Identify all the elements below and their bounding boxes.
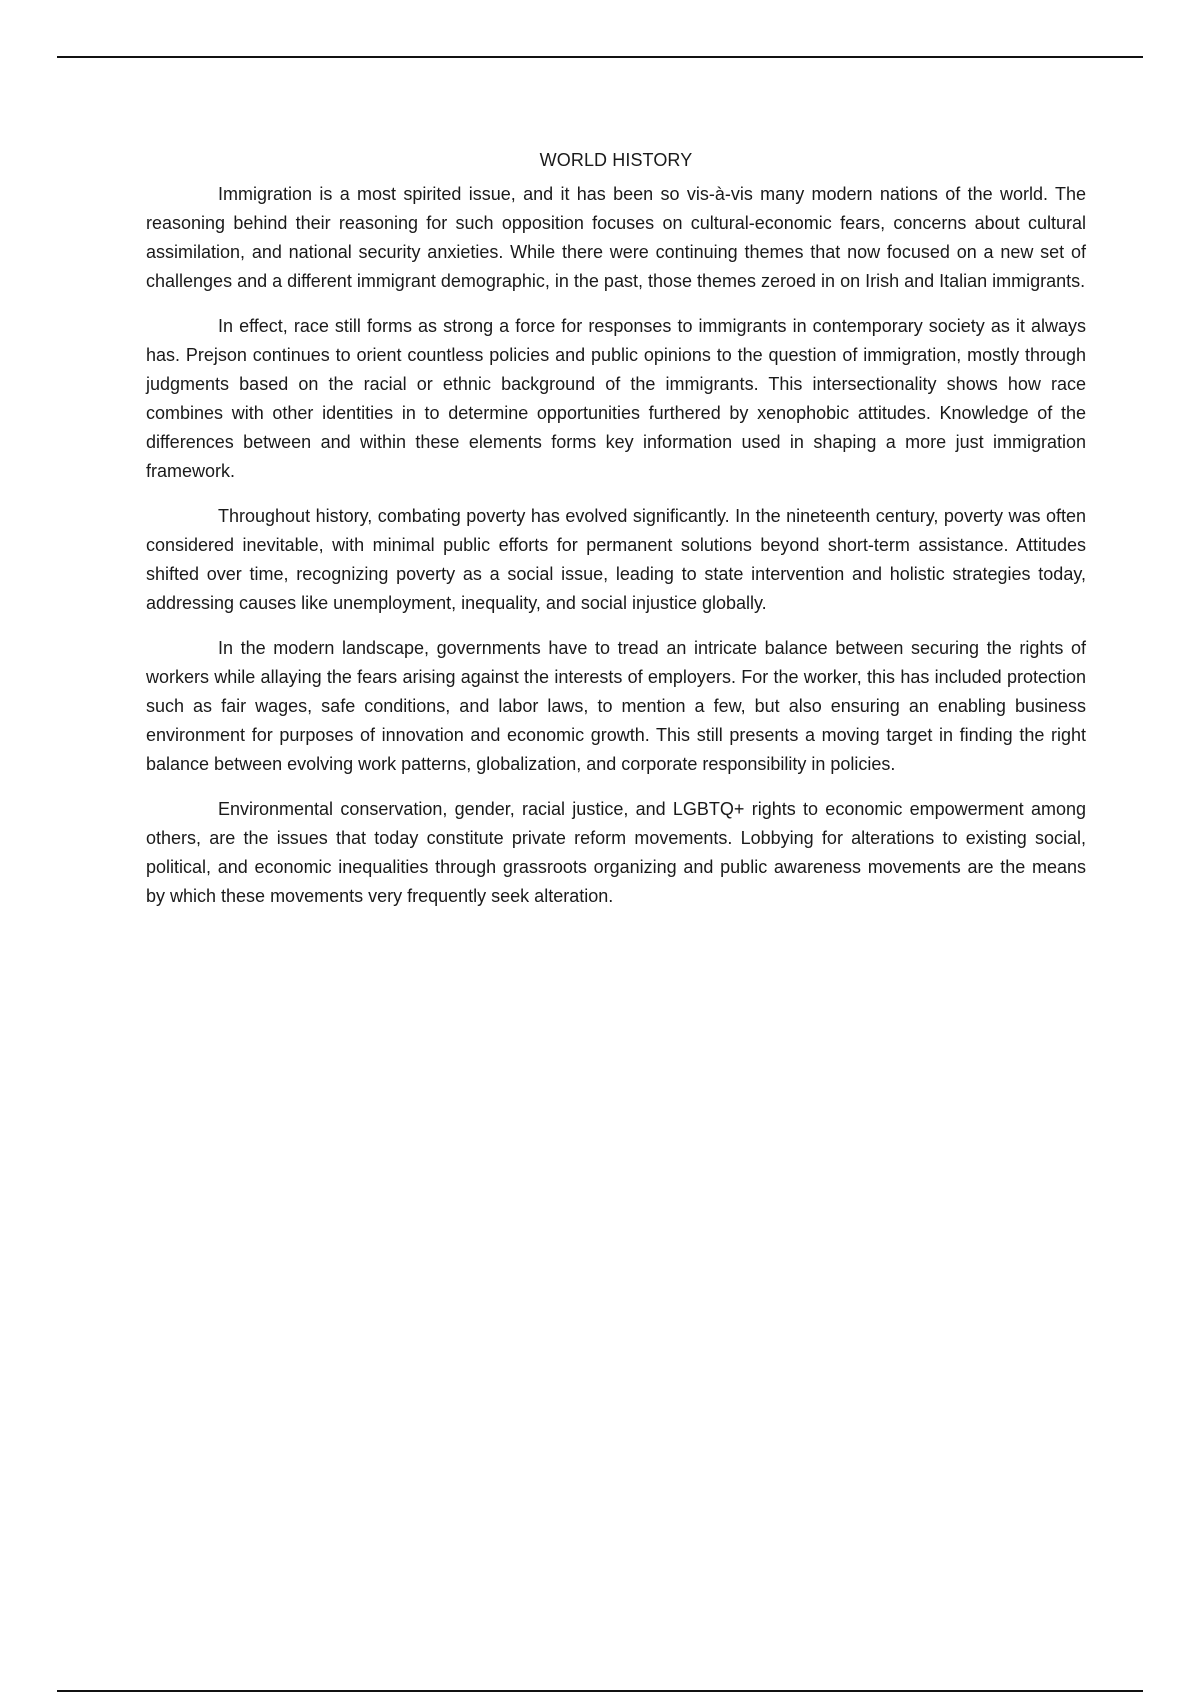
document-body	[146, 146, 1086, 927]
document-title: WORLD HISTORY	[539, 150, 693, 170]
paragraph-reform-movements: Environmental conservation, gender, racial justice, and LGBTQ+ rights to economic empowerment among others, are the issues that today constitute private reform movements. Lobbying for alterations to existing social, political, and economic inequalities through grassroots organizing and public awareness movements are the means by which these movements very frequently seek alteration.	[146, 799, 1086, 906]
paragraph-immigration: Immigration is a most spirited issue, and it has been so vis-à-vis many modern nations of the world. The reasoning behind their reasoning for such opposition focuses on cultural-economic fears, concerns about cultural assimilation, and national security anxieties. While there were continuing themes that now focused on a new set of challenges and a different immigrant demographic, in the past, those themes zeroed in on Irish and Italian immigrants.	[146, 184, 1086, 291]
header-rule	[57, 56, 1143, 58]
paragraph-poverty: Throughout history, combating poverty has evolved significantly. In the nineteenth century, poverty was often considered inevitable, with minimal public efforts for permanent solutions beyond short-term assistance. Attitudes shifted over time, recognizing poverty as a social issue, leading to state intervention and holistic strategies today, addressing causes like unemployment, inequality, and social injustice globally.	[146, 506, 1086, 613]
paragraph-race: In effect, race still forms as strong a force for responses to immigrants in contemporary society as it always has. Prejson continues to orient countless policies and public opinions to the question of immigration, mostly through judgments based on the racial or ethnic background of the immigrants. This intersectionality shows how race combines with other identities in to determine opportunities furthered by xenophobic attitudes. Knowledge of the differences between and within these elements forms key information used in shaping a more just immigration framework.	[146, 316, 1086, 481]
footer-rule	[57, 1690, 1143, 1692]
paragraph-labor: In the modern landscape, governments have to tread an intricate balance between securing the rights of workers while allaying the fears arising against the interests of employers. For the worker, this has included protection such as fair wages, safe conditions, and labor laws, to mention a few, but also ensuring an enabling business environment for purposes of innovation and economic growth. This still presents a moving target in finding the right balance between evolving work patterns, globalization, and corporate responsibility in policies.	[146, 638, 1086, 774]
